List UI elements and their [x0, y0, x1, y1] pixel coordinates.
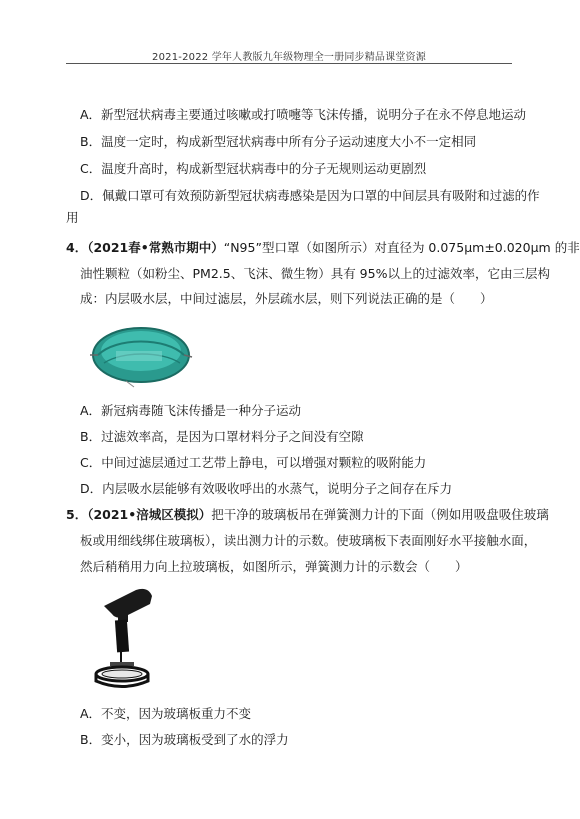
q5-stem-line-2: 板或用细线绑住玻璃板），读出测力计的示数。使玻璃板下表面刚好水平接触水面，: [80, 533, 537, 548]
q5-source: （2021•涪城区模拟）: [87, 507, 212, 522]
q4-stem-text-1: “N95”型口罩（如图所示）对直径为 0.075μm±0.020μm 的非: [223, 240, 580, 255]
header-divider: [66, 63, 512, 64]
q4-number: 4．: [66, 240, 88, 255]
n95-mask-image: [86, 311, 194, 389]
q3-option-a: A．新型冠状病毒主要通过咳嗽或打喷嚏等飞沫传播，说明分子在永不停息地运动: [80, 107, 527, 122]
spring-scale-glass-plate-image: [90, 586, 168, 696]
q4-option-a: A．新冠病毒随飞沫传播是一种分子运动: [80, 403, 302, 418]
q5-option-b: B．变小，因为玻璃板受到了水的浮力: [80, 732, 289, 747]
page-header: 2021-2022 学年人教版九年级物理全一册同步精品课堂资源: [152, 52, 426, 63]
q3-option-c: C．温度升高时，构成新型冠状病毒中的分子无规则运动更剧烈: [80, 161, 427, 176]
q4-stem-line-1: [66, 240, 580, 255]
q5-option-a: A．不变，因为玻璃板重力不变: [80, 706, 252, 721]
q4-option-c: C．中间过滤层通过工艺带上静电，可以增强对颗粒的吸附能力: [80, 455, 427, 470]
q5-stem-line-3: 然后稍稍用力向上拉玻璃板，如图所示，弹簧测力计的示数会（ ）: [80, 559, 468, 574]
q5-stem-text-1: 把干净的玻璃板吊在弹簧测力计的下面（例如用吸盘吸住玻璃: [211, 507, 549, 522]
q4-stem-line-3: 成：内层吸水层，中间过滤层，外层疏水层，则下列说法正确的是（ ）: [80, 291, 493, 306]
q4-stem-line-2: 油性颗粒（如粉尘、PM2.5、飞沫、微生物）具有 95%以上的过滤效率，它由三层构: [80, 266, 550, 281]
q3-option-d: D．佩戴口罩可有效预防新型冠状病毒感染是因为口罩的中间层具有吸附和过滤的作: [80, 188, 540, 203]
q3-option-b: B．温度一定时，构成新型冠状病毒中所有分子运动速度大小不一定相同: [80, 134, 477, 149]
q3-option-d-continued: 用: [66, 210, 79, 225]
q5-number: 5．: [66, 507, 88, 522]
q5-stem-line-1: [66, 507, 549, 522]
q4-source: （2021春•常熟市期中）: [87, 240, 224, 255]
q4-option-d: D．内层吸水层能够有效吸收呼出的水蒸气，说明分子之间存在斥力: [80, 481, 453, 496]
q4-option-b: B．过滤效率高，是因为口罩材料分子之间没有空隙: [80, 429, 364, 444]
